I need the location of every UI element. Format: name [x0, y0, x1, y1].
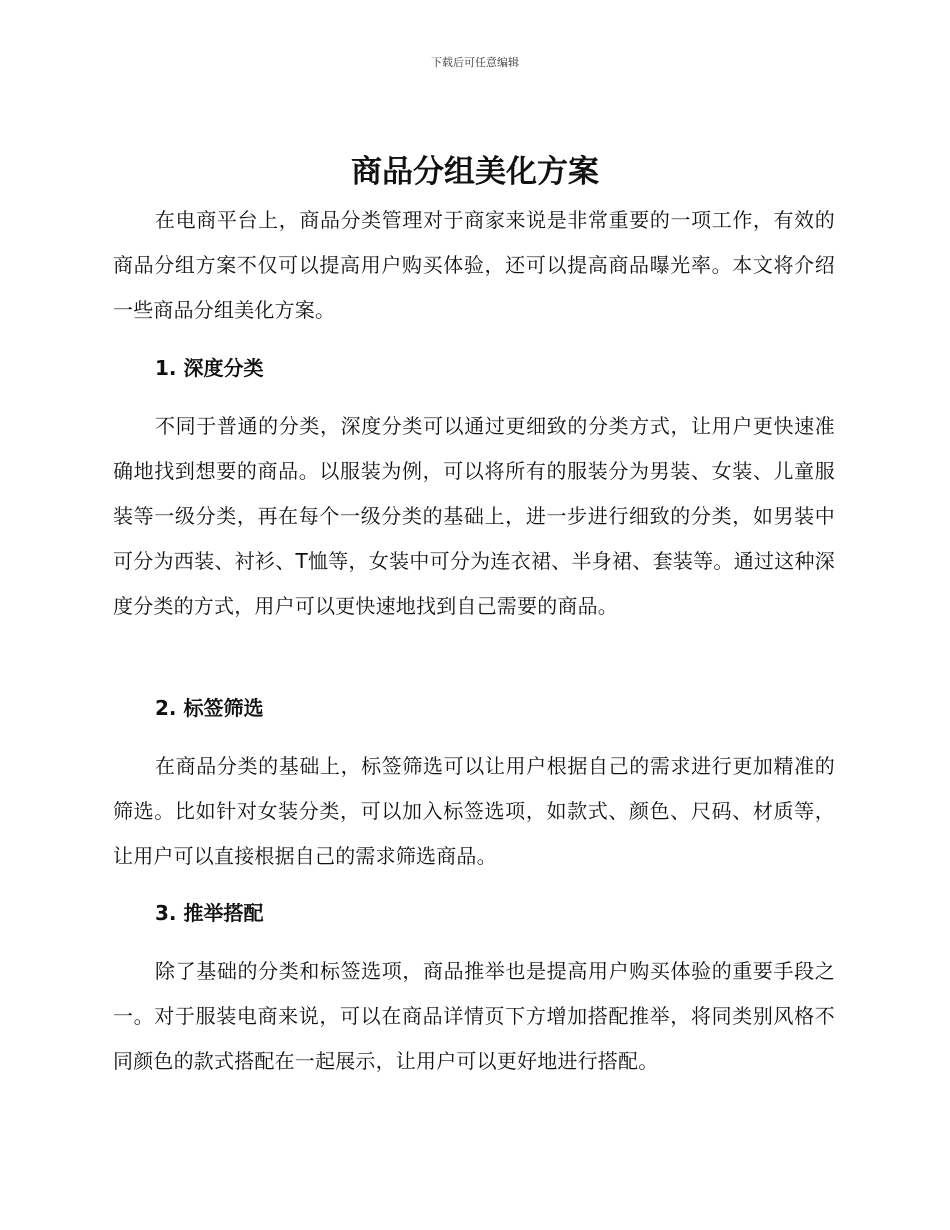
section-body-1: 不同于普通的分类，深度分类可以通过更细致的分类方式，让用户更快速准确地找到想要的商品。以服装为例，可以将所有的服装分为男装、女装、儿童服装等一级分类，再在每个一级分类的基础上，进一步进行细致的分类，如男装中可分为西装、衬衫、T恤等，女装中可分为连衣裙、半身裙、套装等。通过这种深度分类的方式，用户可以更快速地找到自己需要的商品。 [113, 414, 835, 618]
intro-paragraph: 在电商平台上，商品分类管理对于商家来说是非常重要的一项工作，有效的商品分组方案不仅可以提高用户购买体验，还可以提高商品曝光率。本文将介绍一些商品分组美化方案。 [113, 208, 835, 322]
header-note: 下载后可任意编辑 [431, 56, 519, 69]
section-body-3: 除了基础的分类和标签选项，商品推举也是提高用户购买体验的重要手段之一。对于服装电商来说，可以在商品详情页下方增加搭配推举，将同类别风格不同颜色的款式搭配在一起展示，让用户可以更好地进行搭配。 [113, 959, 835, 1073]
section-heading-3: 3. 推举搭配 [155, 901, 264, 925]
section-heading-2: 2. 标签筛选 [155, 696, 264, 720]
document-title: 商品分组美化方案 [351, 154, 599, 190]
section-body-2: 在商品分类的基础上，标签筛选可以让用户根据自己的需求进行更加精准的筛选。比如针对女装分类，可以加入标签选项，如款式、颜色、尺码、材质等，让用户可以直接根据自己的需求筛选商品。 [113, 754, 835, 868]
section-heading-1: 1. 深度分类 [155, 356, 264, 380]
